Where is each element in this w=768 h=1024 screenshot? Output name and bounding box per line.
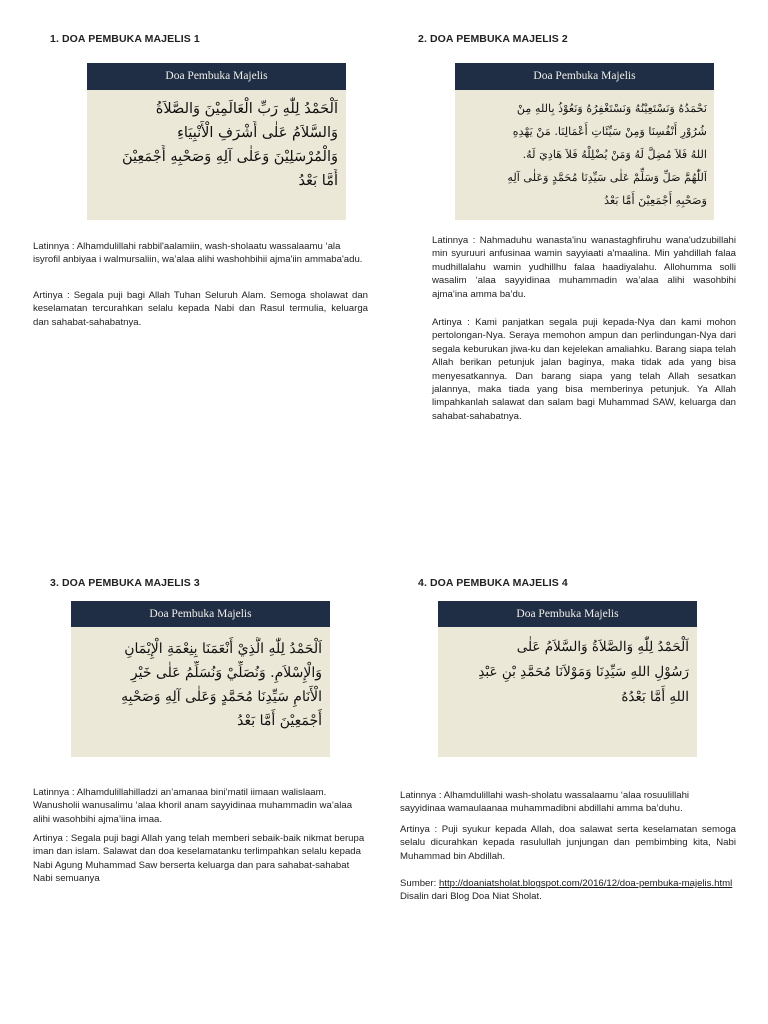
source-prefix: Sumber:: [400, 878, 439, 889]
section-2-arabic-line-2: شُرُوْرِ أَنْفُسِنَا وَمِنْ سَيِّئَاتِ أَعْمَالِنَا. مَنْ يَهْدِهِ: [512, 125, 707, 138]
section-3-heading: 3. DOA PEMBUKA MAJELIS 3: [50, 577, 200, 589]
section-3-arabic-line-2: وَالْإِسْلاَمِ. وَنُصَلِّيْ وَنُسَلِّمُ عَلٰى خَيْرِ: [130, 665, 322, 681]
source-line: [400, 877, 736, 890]
source-note: Disalin dari Blog Doa Niat Sholat.: [400, 891, 542, 903]
section-4-artinya: Artinya : Puji syukur kepada Allah, doa salawat serta keselamatan semoga selalu dicurahkan kepada rasulullah junjungan dan pembimbing kita, Nabi Muhammad bin Abdillah.: [400, 824, 736, 862]
section-2-artinya: Artinya : Kami panjatkan segala puji kepada-Nya dan kami mohon pertolongan-Nya. Seraya memohon ampun dan perlindungan-Nya dari segala keburukan jiwa-ku dan kejelekan amaliahku. Barang siapa telah Allah berikan petunjuk jalan baginya, maka tidak ada yang bisa menyesatkannya. Dan barang siapa yang telah Allah sesatkan jalannya, maka tiada yang bisa memberinya petunjuk. Ya Allah limpahkanlah salawat dan salam bagi Muhammad SAW, keluarga dan sahabat-sahabatnya.: [432, 317, 736, 422]
section-3-arabic-line-3: الْأَنَامِ سَيِّدِنَا مُحَمَّدٍ وَعَلٰى آلِهِ وَصَحْبِهِ: [121, 689, 322, 705]
section-1-arabic-line-4: أَمَّا بَعْدُ: [298, 173, 338, 189]
section-3-arabic-line-4: أَجْمَعِيْنَ أَمَّا بَعْدُ: [237, 713, 322, 729]
section-4-arabic-line-1: اَلْحَمْدُ لِلّٰهِ وَالصَّلاَةُ وَالسَّلاَمُ عَلٰى: [516, 639, 689, 655]
source-link[interactable]: http://doaniatsholat.blogspot.com/2016/12/doa-pembuka-majelis.html: [438, 878, 733, 889]
section-2-card-title: Doa Pembuka Majelis: [455, 63, 714, 90]
section-4-arabic-line-2: رَسُوْلِ اللهِ سَيِّدِنَا وَمَوْلاَنَا مُحَمَّدِ بْنِ عَبْدِ: [478, 664, 689, 680]
section-1-arabic-line-3: وَالْمُرْسَلِيْنَ وَعَلٰى آلِهِ وَصَحْبِهِ أَجْمَعِيْنَ: [122, 149, 338, 165]
section-3-latin: Latinnya : Alhamdulillahilladzi an’amanaa bini’matil iimaan walislaam. Wanusholii wanusalimu ‘alaa khoril anam sayyidinaa muhammadin wa’alaa alihi wasohbihi ajma’iina imaa.: [33, 787, 353, 825]
section-4-card-title: Doa Pembuka Majelis: [438, 601, 697, 627]
section-4-latin: Latinnya : Alhamdulillahi wash-sholatu wassalaamu ‘alaa rosuulillahi sayyidinaa wamaulaanaa muhammadibni abdillahi amma ba’duhu.: [400, 790, 690, 815]
section-1-artinya: Artinya : Segala puji bagi Allah Tuhan Seluruh Alam. Semoga sholawat dan keselamatan tercurahkan selalu kepada Nabi dan Rasul termulia, keluarga dan sahabat-sahabatnya.: [33, 290, 368, 328]
section-3-artinya: Artinya : Segala puji bagi Allah yang telah memberi sebaik-baik nikmat berupa iman dan islam. Salawat dan doa keselamatanku terlimpahkan selalu kepada Nabi Agung Muhammad Saw berserta keluarga dan para sahabat-sahabat Nabi semuanya: [33, 833, 365, 885]
section-1-heading: 1. DOA PEMBUKA MAJELIS 1: [50, 33, 200, 45]
section-1-latin: Latinnya : Alhamdulillahi rabbil'aalamiin, wash-sholaatu wassalaamu ‘ala isyrofil anbiyaa i walmursaliin, wa’alaa alihi washohbihii ajma'iin ammaba'adu.: [33, 241, 363, 266]
section-2-arabic-line-5: وَصَحْبِهِ أَجْمَعِيْنَ أَمَّا بَعْدُ: [604, 194, 707, 207]
section-2-card: [455, 63, 714, 220]
section-4-card: [438, 601, 697, 757]
section-2-arabic-line-1: نَحْمَدُهُ وَنَسْتَعِيْنُهُ وَنَسْتَغْفِرُهُ وَنَعُوْذُ بِاللهِ مِنْ: [516, 102, 707, 115]
section-3-card: [71, 601, 330, 757]
section-3-card-title: Doa Pembuka Majelis: [71, 601, 330, 627]
section-4-arabic-line-3: اللهِ أَمَّا بَعْدُهُ: [621, 689, 689, 705]
source-block: [400, 877, 736, 904]
section-2-heading: 2. DOA PEMBUKA MAJELIS 2: [418, 33, 568, 45]
section-4-heading: 4. DOA PEMBUKA MAJELIS 4: [418, 577, 568, 589]
section-3-arabic-line-1: اَلْحَمْدُ لِلّٰهِ الَّذِيْ أَنْعَمَنَا بِنِعْمَةِ الْإِيْمَانِ: [124, 641, 322, 657]
section-2-arabic-line-3: اللهُ فَلاَ مُضِلَّ لَهُ وَمَنْ يُضْلِلْهُ فَلاَ هَادِيَ لَهُ.: [522, 148, 707, 161]
section-2-arabic-line-4: اَللّٰهُمَّ صَلِّ وَسَلِّمْ عَلٰى سَيِّدِنَا مُحَمَّدٍ وَعَلٰى آلِهِ: [507, 171, 707, 184]
section-1-arabic-line-2: وَالسَّلاَمُ عَلٰى أَشْرَفِ الْأَنْبِيَاءِ: [177, 125, 338, 141]
section-2-latin: Latinnya : Nahmaduhu wanasta'inu wanastaghfiruhu wana'udzubillahi min syuruuri anfusinaa wamin sayyiaati a'maalina. Min yahdillah falaa mudhillalahu wamin yudhillhu falaa haadiyalahu. Allohumma solli wasalim ‘alaa sayyidinaa muhammadin wa’alaa alihi wasohbihi ajma’ina amma ba’du.: [432, 235, 736, 300]
section-1-card-title: Doa Pembuka Majelis: [87, 63, 346, 90]
section-1-arabic-line-1: اَلْحَمْدُ لِلّٰهِ رَبِّ الْعَالَمِيْنَ وَالصَّلاَةُ: [155, 101, 338, 117]
section-1-card: [87, 63, 346, 220]
